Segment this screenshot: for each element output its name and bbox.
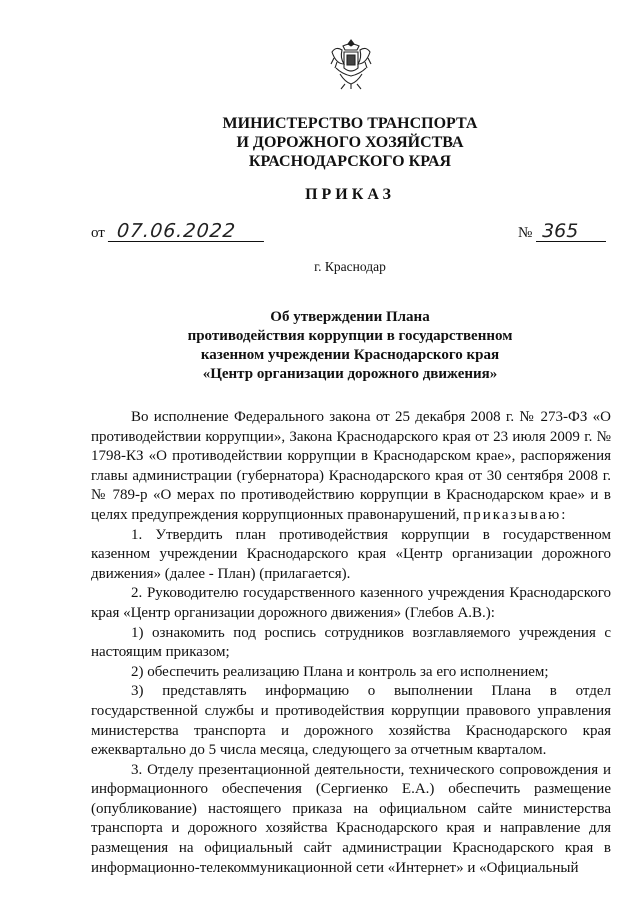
item-3: 3. Отделу презентационной деятельности, технического сопровождения и информационного обеспечения (Сергиенко Е.А.) обеспечить размещение (опубликование) настоящего приказа на официальном сайте министерства транспорта и дорожного хозяйства Краснодарского края и направление для размещения на официальный сайт администрации Краснодарского края в информационно-телекоммуникационной сети «Интернет» и «Официальный xyxy=(91,761,611,876)
title-line: противодействия коррупции в государственном xyxy=(187,328,513,344)
document-title xyxy=(140,308,560,384)
title-line: Об утверждении Плана xyxy=(270,309,430,325)
handwritten-number: 365 xyxy=(536,221,606,242)
item-2-2: 2) обеспечить реализацию Плана и контроль за его исполнением; xyxy=(131,663,549,680)
title-line: казенном учреждении Краснодарского края xyxy=(200,347,500,363)
item-2-1: 1) ознакомить под роспись сотрудников возглавляемого учреждения с настоящим приказом; xyxy=(91,624,611,661)
number-prefix: № xyxy=(518,225,533,241)
ministry-name xyxy=(150,114,550,171)
ministry-line: МИНИСТЕРСТВО ТРАНСПОРТА xyxy=(222,115,478,132)
item-2: 2. Руководителю государственного казенного учреждения Краснодарского края «Центр организации дорожного движения» (Глебов А.В.): xyxy=(91,585,611,621)
document-body xyxy=(91,408,611,878)
order-number xyxy=(518,221,606,242)
order-heading: ПРИКАЗ xyxy=(305,186,395,203)
item-2-3: 3) представлять информацию о выполнении Плана в отдел государственной службы и противодействия коррупции правового управления министерства транспорта и дорожного хозяйства Краснодарского края ежеквартально до 5 числа месяца, следующего за отчетным кварталом. xyxy=(91,683,611,759)
order-date xyxy=(91,221,265,242)
intro-paragraph xyxy=(91,408,611,526)
ministry-line: И ДОРОЖНОГО ХОЗЯЙСТВА xyxy=(236,134,464,151)
coat-of-arms-emblem xyxy=(328,38,374,90)
decree-word: приказываю: xyxy=(463,506,568,523)
ministry-line: КРАСНОДАРСКОГО КРАЯ xyxy=(248,153,452,170)
handwritten-date: 07.06.2022 xyxy=(108,221,266,242)
city-label: г. Краснодар xyxy=(314,259,386,274)
title-line: «Центр организации дорожного движения» xyxy=(202,366,498,382)
date-prefix: от xyxy=(91,225,105,241)
intro-text: Во исполнение Федерального закона от 25 декабря 2008 г. № 273-ФЗ «О противодействии коррупции», Закона Краснодарского края от 23 июля 2009 г. № 1798-КЗ «О противодействии коррупции в Краснодарском крае», распоряжения главы администрации (губернатора) Краснодарского края от 30 сентября 2008 г. № 789-р «О мерах по противодействию коррупции в Краснодарском крае» и в целях предупреждения коррупционных правонарушений, xyxy=(91,409,611,523)
item-1: 1. Утвердить план противодействия коррупции в государственном казенном учреждении Краснодарского края «Центр организации дорожного движения» (далее - План) (прилагается). xyxy=(91,526,611,582)
